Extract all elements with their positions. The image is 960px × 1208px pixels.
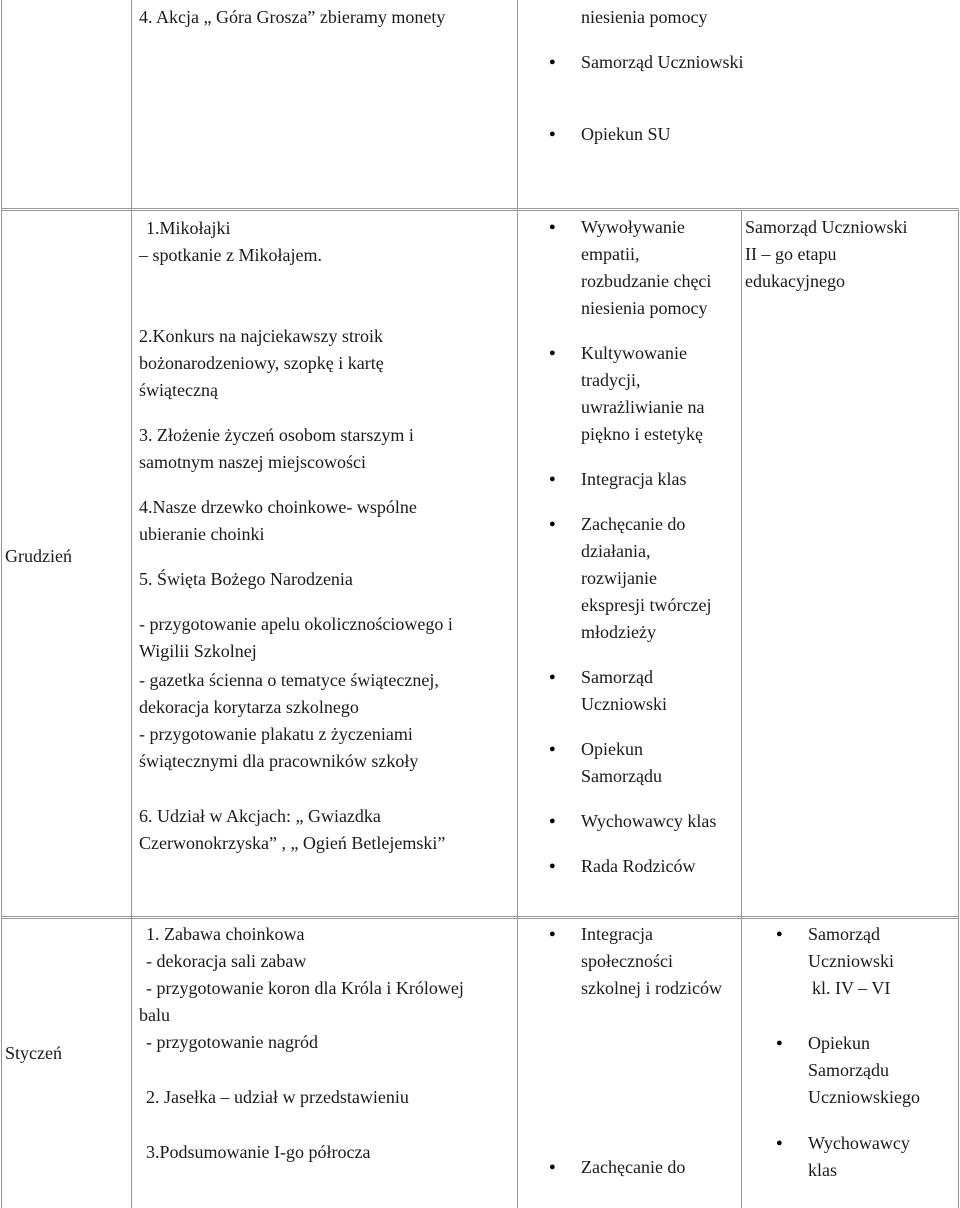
responsible-line: Opiekun bbox=[808, 1033, 870, 1053]
row-divider bbox=[1, 208, 959, 209]
activity-line: Wigilii Szkolnej bbox=[139, 641, 257, 661]
activity-line: - gazetka ścienna o tematyce świątecznej, bbox=[139, 670, 439, 690]
table-border-left bbox=[1, 0, 2, 1208]
activity-line: balu bbox=[139, 1005, 170, 1025]
activity-line: - przygotowanie apelu okolicznościowego i bbox=[139, 614, 453, 634]
goal-line: Opiekun bbox=[581, 739, 643, 759]
responsible-line: kl. IV – VI bbox=[812, 978, 891, 998]
responsible-line: edukacyjnego bbox=[745, 271, 845, 291]
goal-line: Wychowawcy klas bbox=[581, 811, 717, 831]
activity-line: dekoracja korytarza szkolnego bbox=[139, 697, 359, 717]
responsible-line: klas bbox=[808, 1160, 837, 1180]
goal-text: niesienia pomocy bbox=[581, 7, 708, 27]
month-label: Styczeń bbox=[5, 1043, 62, 1063]
goal-line: rozbudzanie chęci bbox=[581, 271, 712, 291]
activity-line: – spotkanie z Mikołajem. bbox=[139, 245, 322, 265]
row-divider bbox=[1, 916, 959, 917]
activity-line: 2.Konkurs na najciekawszy stroik bbox=[139, 326, 383, 346]
activity-line: 1. Zabawa choinkowa bbox=[146, 924, 305, 944]
activity-item: 4. Akcja „ Góra Grosza” zbieramy monety bbox=[139, 7, 446, 27]
activity-line: 3.Podsumowanie I-go półrocza bbox=[146, 1142, 371, 1162]
goal-line: szkolnej i rodziców bbox=[581, 978, 722, 998]
responsible-line: Samorząd bbox=[808, 924, 880, 944]
goal-line: młodzieży bbox=[581, 622, 656, 642]
activity-line: świąteczną bbox=[139, 380, 218, 400]
goal-line: społeczności bbox=[581, 951, 673, 971]
goal-line: Zachęcanie do bbox=[581, 514, 686, 534]
row-divider bbox=[1, 918, 959, 919]
goal-line: niesienia pomocy bbox=[581, 298, 708, 318]
goal-line: tradycji, bbox=[581, 370, 641, 390]
activity-line: 4.Nasze drzewko choinkowe- wspólne bbox=[139, 497, 417, 517]
row-divider bbox=[1, 210, 959, 211]
responsible-line: II – go etapu bbox=[745, 244, 837, 264]
column-divider bbox=[741, 210, 742, 1208]
goal-line: działania, bbox=[581, 541, 651, 561]
activity-line: 6. Udział w Akcjach: „ Gwiazdka bbox=[139, 806, 381, 826]
goal-line: rozwijanie bbox=[581, 568, 657, 588]
activity-line: - przygotowanie plakatu z życzeniami bbox=[139, 724, 413, 744]
column-divider bbox=[131, 0, 132, 1208]
bullet-text: Samorząd Uczniowski bbox=[581, 52, 744, 72]
goal-line: piękno i estetykę bbox=[581, 424, 703, 444]
goal-line: Samorząd bbox=[581, 667, 653, 687]
goal-line: Zachęcanie do bbox=[581, 1157, 686, 1177]
goal-line: Wywoływanie bbox=[581, 217, 685, 237]
goal-line: Rada Rodziców bbox=[581, 856, 696, 876]
month-label: Grudzień bbox=[5, 546, 72, 566]
activity-line: 2. Jasełka – udział w przedstawieniu bbox=[146, 1087, 409, 1107]
activity-line: - przygotowanie nagród bbox=[146, 1032, 318, 1052]
column-divider bbox=[517, 0, 518, 1208]
responsible-line: Samorządu bbox=[808, 1060, 889, 1080]
activity-line: samotnym naszej miejscowości bbox=[139, 452, 366, 472]
responsible-line: Uczniowskiego bbox=[808, 1087, 920, 1107]
goal-line: Integracja bbox=[581, 924, 653, 944]
table-border-right bbox=[958, 210, 959, 1208]
activity-line: 5. Święta Bożego Narodzenia bbox=[139, 569, 353, 589]
activity-line: 1.Mikołajki bbox=[146, 218, 231, 238]
activity-line: - dekoracja sali zabaw bbox=[146, 951, 307, 971]
goal-line: uwrażliwianie na bbox=[581, 397, 705, 417]
activity-line: ubieranie choinki bbox=[139, 524, 265, 544]
responsible-line: Samorząd Uczniowski bbox=[745, 217, 908, 237]
goal-line: ekspresji twórczej bbox=[581, 595, 712, 615]
activity-line: - przygotowanie koron dla Króla i Królowej bbox=[146, 978, 464, 998]
activity-line: bożonarodzeniowy, szopkę i kartę bbox=[139, 353, 384, 373]
activity-line: świątecznymi dla pracowników szkoły bbox=[139, 751, 419, 771]
responsible-line: Uczniowski bbox=[808, 951, 894, 971]
goal-line: empatii, bbox=[581, 244, 640, 264]
goal-line: Uczniowski bbox=[581, 694, 667, 714]
activity-line: 3. Złożenie życzeń osobom starszym i bbox=[139, 425, 414, 445]
goal-line: Samorządu bbox=[581, 766, 662, 786]
activity-line: Czerwonokrzyska” , „ Ogień Betlejemski” bbox=[139, 833, 446, 853]
goal-line: Integracja klas bbox=[581, 469, 687, 489]
goal-line: Kultywowanie bbox=[581, 343, 687, 363]
responsible-line: Wychowawcy bbox=[808, 1133, 910, 1153]
bullet-text: Opiekun SU bbox=[581, 124, 671, 144]
